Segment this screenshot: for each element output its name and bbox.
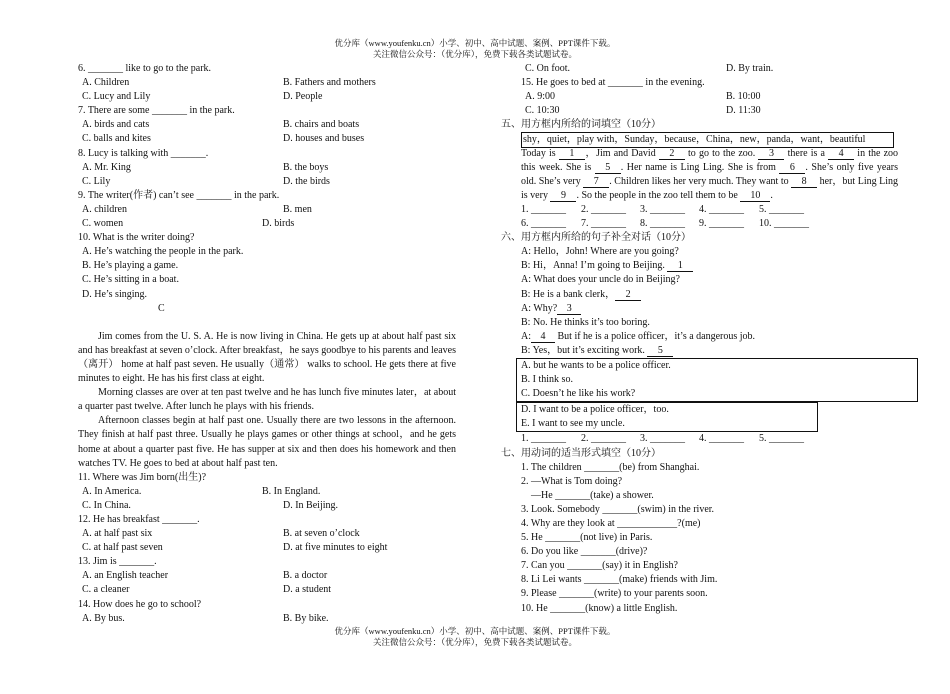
- sentence-options-box-top: [516, 358, 918, 402]
- q15-option-c: C. 10:30: [525, 105, 560, 117]
- q11-stem: 11. Where was Jim born(出生)?: [78, 471, 207, 483]
- cloze-text: . Children likes her very much. They want to: [609, 175, 792, 187]
- sec6-answers-row: [521, 432, 898, 446]
- sentence-option-e: E. I want to see my uncle.: [521, 418, 625, 430]
- dialogue-text: B: Hi，Anna! I’m going to Beijing.: [521, 260, 668, 272]
- q12-option-a: A. at half past six: [82, 528, 153, 540]
- answer-slot: 2. _______: [581, 203, 626, 215]
- q9-option-b: B. men: [283, 203, 312, 215]
- q8-options-cd: [78, 175, 456, 189]
- q7-stem: 7. There are some _______ in the park.: [78, 105, 235, 117]
- cloze-blank-10: 10: [740, 190, 770, 202]
- q11-option-b: B. In England.: [262, 485, 321, 497]
- q6-option-b: B. Fathers and mothers: [283, 77, 376, 89]
- answer-slot: 4. _______: [699, 203, 744, 215]
- dialogue-blank-4: 4: [531, 331, 555, 343]
- q6-options-cd: [78, 90, 456, 104]
- q14-option-a: A. By bus.: [82, 612, 125, 624]
- q6-option-d: D. People: [283, 91, 323, 103]
- cloze-passage: [521, 147, 898, 203]
- cloze-blank-2: 2: [659, 148, 685, 160]
- q10-option-b-line: [78, 259, 456, 273]
- q14-option-c: C. On foot.: [525, 63, 570, 74]
- q8-option-a: A. Mr. King: [82, 161, 131, 173]
- cloze-blank-1: 1: [559, 148, 585, 160]
- verb-item: 2. —What is Tom doing?: [521, 475, 623, 487]
- q12-options-cd: [78, 541, 456, 555]
- q12-option-d: D. at five minutes to eight: [283, 542, 388, 554]
- q11-options-ab: [78, 485, 456, 499]
- footer-line-1: 优分库（www.youfenku.cn）小学、初中、高中试题、案例、PPT课件下载。: [334, 626, 616, 636]
- verb-item: 8. Li Lei wants _______(make) friends with Jim.: [521, 574, 718, 586]
- dialogue-blank-1: 1: [667, 260, 693, 272]
- section-7-title: 七、用动词的适当形式填空（10分）: [501, 447, 661, 459]
- cloze-blank-5: 5: [595, 162, 621, 174]
- q13-option-d: D. a student: [283, 584, 332, 596]
- q7-option-c: C. balls and kites: [82, 133, 151, 145]
- dialogue-line-7: [521, 330, 898, 344]
- cloze-blank-3: 3: [758, 148, 784, 160]
- dialogue-line-6: B: No. He thinks it’s too boring.: [521, 316, 650, 328]
- q7-option-d: D. houses and buses: [283, 133, 365, 145]
- dialogue-line-4: [521, 288, 898, 302]
- answer-slot: 6. _______: [521, 218, 566, 230]
- q14-option-b: B. By bike.: [283, 612, 329, 624]
- q14-options-cd: [521, 62, 898, 76]
- q10-option-c: C. He’s sitting in a boat.: [82, 274, 179, 286]
- dialogue-text: B: Yes，but it’s exciting work.: [521, 344, 648, 356]
- answer-slot: 10. _______: [759, 218, 809, 230]
- passage-paragraph-1: Jim comes from the U. S. A. He is now living in China. He gets up at about half past six and has breakfast at seven o’clock. After breakfast，he says goodbye to his parents and leaves（离开） home at half past seven. He usually（通常） walks to school. He gets there at five minutes to eight. He has his first class at eight.: [78, 330, 456, 385]
- dialogue-line-2: [521, 259, 898, 273]
- q10-option-b: B. He’s playing a game.: [82, 260, 179, 272]
- page-footer: [0, 626, 950, 648]
- q7-option-b: B. chairs and boats: [283, 119, 360, 131]
- q9-options-ab: [78, 203, 456, 217]
- right-column: [501, 62, 899, 616]
- answer-slot: 3. _______: [640, 433, 685, 445]
- answer-slot: 8. _______: [640, 218, 685, 230]
- q15-option-a: A. 9:00: [525, 91, 555, 103]
- q11-options-cd: [78, 499, 456, 513]
- q14-stem: 14. How does he go to school?: [78, 598, 202, 610]
- cloze-text: there is a: [784, 147, 829, 159]
- q13-option-b: B. a doctor: [283, 570, 328, 582]
- sentence-options-box-bottom: [516, 402, 818, 432]
- q6-stem: 6. _______ like to go to the park.: [78, 63, 212, 74]
- q8-stem: 8. Lucy is talking with _______.: [78, 147, 209, 159]
- sentence-option-b: B. I think so.: [521, 374, 573, 386]
- sentence-option-d: D. I want to be a police officer，too.: [521, 404, 669, 416]
- answer-slot: 3. _______: [640, 203, 685, 215]
- word-box-line: [521, 132, 898, 146]
- q9-option-d: D. birds: [262, 218, 295, 230]
- answer-slot: 9. _______: [699, 218, 744, 230]
- dialogue-blank-5: 5: [647, 345, 673, 357]
- q9-option-c: C. women: [82, 218, 124, 230]
- q13-option-c: C. a cleaner: [82, 584, 130, 596]
- q11-option-d: D. In Beijing.: [283, 499, 338, 511]
- q8-options-ab: [78, 161, 456, 175]
- verb-item: —He _______(take) a shower.: [531, 489, 654, 501]
- verb-item: 7. Can you _______(say) it in English?: [521, 560, 678, 572]
- dialogue-line-8: [521, 344, 898, 358]
- cloze-text: her，but Ling Ling is very: [521, 175, 898, 201]
- verb-item: 3. Look. Somebody _______(swim) in the river.: [521, 503, 715, 515]
- dialogue-text: B: He is a bank clerk，: [521, 288, 616, 300]
- cloze-text: in the zoo this week. She is: [521, 147, 899, 173]
- q12-options-ab: [78, 527, 456, 541]
- dialogue-text: A:: [521, 330, 531, 342]
- q13-option-a: A. an English teacher: [82, 570, 169, 582]
- cloze-text: Today is: [521, 147, 559, 159]
- q11-option-a: A. In America.: [82, 485, 142, 497]
- q9-stem: 9. The writer(作者) can’t see _______ in the park.: [78, 189, 280, 201]
- answer-slot: 5. _______: [759, 203, 804, 215]
- cloze-text: . So the people in the zoo tell them to be: [576, 189, 741, 201]
- sec5-answers-row-2: [521, 217, 898, 231]
- word-box: shy，quiet，play with，Sunday，because，China，new，panda，want，beautiful: [521, 132, 894, 148]
- sentence-option-c: C. Doesn’t he like his work?: [521, 388, 636, 400]
- verb-item: 10. He _______(know) a little English.: [521, 602, 678, 614]
- q15-option-b: B. 10:00: [726, 91, 761, 103]
- q6-option-c: C. Lucy and Lily: [82, 91, 151, 103]
- dialogue-text: A: Why?: [521, 302, 558, 314]
- sec5-answers-row-1: [521, 203, 898, 217]
- dialogue-line-3: A: What does your uncle do in Beijing?: [521, 274, 680, 286]
- q8-option-b: B. the boys: [283, 161, 329, 173]
- cloze-blank-7: 7: [583, 176, 609, 188]
- cloze-text: ，Jim and David: [584, 147, 659, 159]
- answer-slot: 5. _______: [759, 433, 804, 445]
- cloze-blank-8: 8: [791, 176, 817, 188]
- footer-line-2: 关注微信公众号：（优分库），免费下载各类试题试卷。: [372, 637, 577, 647]
- q14-options-ab: [78, 612, 456, 626]
- cloze-blank-9: 9: [550, 190, 576, 202]
- answer-slot: 7. _______: [581, 218, 626, 230]
- section-c-line: [78, 302, 456, 316]
- q12-option-c: C. at half past seven: [82, 542, 163, 554]
- header-line-2: 关注微信公众号：（优分库），免费下载各类试题试卷。: [372, 49, 577, 59]
- section-c-heading: C: [158, 302, 165, 314]
- q15-stem: 15. He goes to bed at _______ in the evening.: [521, 77, 705, 89]
- verb-item: 6. Do you like _______(drive)?: [521, 546, 648, 558]
- q9-option-a: A. children: [82, 203, 127, 215]
- q12-stem: 12. He has breakfast _______.: [78, 514, 200, 525]
- verb-item: 1. The children _______(be) from Shanghai.: [521, 461, 700, 473]
- q8-option-d: D. the birds: [283, 175, 330, 187]
- header-line-1: 优分库（www.youfenku.cn）小学、初中、高中试题、案例、PPT课件下载。: [334, 38, 616, 48]
- left-column: [78, 62, 456, 626]
- q7-option-a: A. birds and cats: [82, 119, 150, 131]
- verb-item: 5. He _______(not live) in Paris.: [521, 532, 653, 544]
- spacer: [78, 316, 456, 330]
- q15-options-cd: [521, 104, 898, 118]
- q9-options-cd: [78, 217, 456, 231]
- answer-slot: 1. _______: [521, 203, 566, 215]
- cloze-blank-4: 4: [828, 148, 854, 160]
- q7-options-cd: [78, 132, 456, 146]
- page-header: [0, 38, 950, 60]
- q10-option-d: D. He’s singing.: [82, 288, 147, 300]
- verb-item: 4. Why are they look at ____________?(me): [521, 518, 701, 529]
- answer-slot: 4. _______: [699, 433, 744, 445]
- cloze-text: . Her name is Ling Ling. She is from: [620, 161, 780, 173]
- dialogue-blank-3: 3: [557, 303, 581, 315]
- passage-paragraph-3: Afternoon classes begin at half past one. Usually there are two lessons in the afternoon. They finish at half past three. Usually he plays games or other things at school，and he gets home at about a quarter past five. He has supper at six and then does his homework and then watches TV. He goes to bed at about half past ten.: [78, 415, 456, 469]
- q8-option-c: C. Lily: [82, 175, 111, 187]
- q11-option-c: C. In China.: [82, 499, 131, 511]
- q13-stem: 13. Jim is _______.: [78, 556, 157, 568]
- dialogue-line-5: [521, 302, 898, 316]
- cloze-blank-6: 6: [779, 162, 805, 174]
- section-6-title: 六、用方框内所给的句子补全对话（10分）: [501, 232, 691, 244]
- cloze-text: to go to the zoo.: [684, 147, 759, 159]
- passage-paragraph-2: Morning classes are over at ten past twelve and he has lunch five minutes later，at about a quarter past twelve. After lunch he plays with his friends.: [78, 387, 456, 413]
- answer-slot: 2. _______: [581, 433, 626, 445]
- q15-option-d: D. 11:30: [726, 105, 761, 117]
- q7-options-ab: [78, 118, 456, 132]
- q15-options-ab: [521, 90, 898, 104]
- dialogue-line-1: A: Hello，John! Where are you going?: [521, 246, 679, 258]
- q14-option-d: D. By train.: [726, 63, 774, 74]
- q10-option-c-line: [78, 273, 456, 287]
- q10-option-a: A. He’s watching the people in the park.: [82, 246, 244, 258]
- sentence-option-a: A. but he wants to be a police officer.: [521, 359, 671, 371]
- q10-option-d-line: [78, 288, 456, 302]
- q13-options-ab: [78, 569, 456, 583]
- cloze-text: .: [770, 189, 773, 201]
- dialogue-blank-2: 2: [615, 289, 641, 301]
- q13-options-cd: [78, 583, 456, 597]
- dialogue-text: But if he is a police officer，it’s a dangerous job.: [555, 330, 756, 342]
- q6-option-a: A. Children: [82, 77, 130, 89]
- q10-stem: 10. What is the writer doing?: [78, 232, 195, 244]
- verb-item: 9. Please _______(write) to your parents soon.: [521, 588, 708, 600]
- section-5-title: 五、用方框内所给的词填空（10分）: [501, 119, 661, 131]
- q6-options-ab: [78, 76, 456, 90]
- q12-option-b: B. at seven o’clock: [283, 528, 360, 540]
- cloze-text: . She’s only five years old. She’s very: [521, 161, 899, 187]
- q10-option-a-line: [78, 245, 456, 259]
- answer-slot: 1. _______: [521, 433, 566, 445]
